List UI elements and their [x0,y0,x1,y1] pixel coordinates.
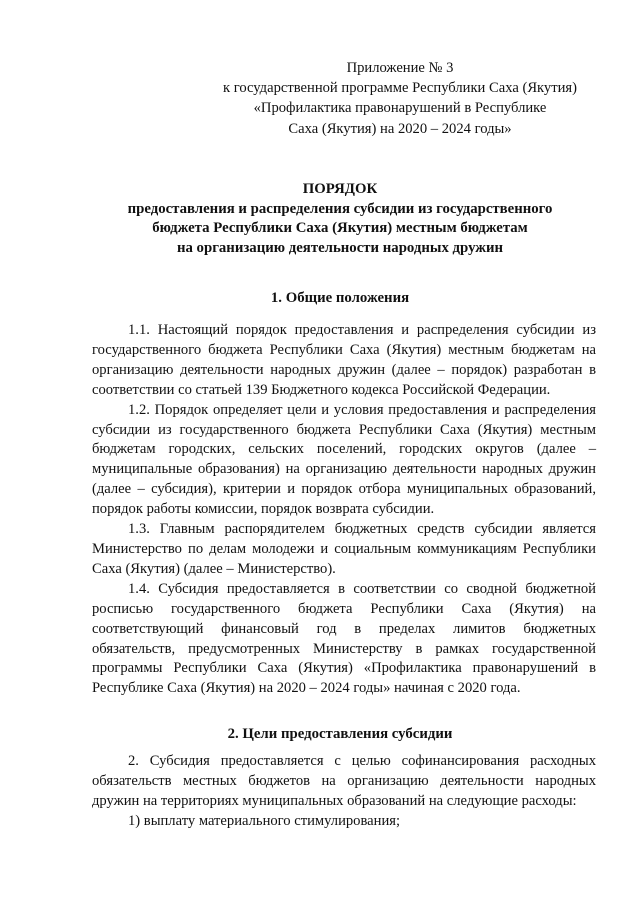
paragraph-2: 2. Субсидия предоставляется с целью софинансирования расходных обязательств местных бюджетов на организацию деятельности народных дружин на территориях муниципальных образований на следующие расходы: [92,753,596,809]
title-line: бюджета Республики Саха (Якутия) местным бюджетам [152,220,528,237]
annex-number: Приложение № 3 [346,60,454,76]
section-2-body [92,752,596,832]
annex-line: к государственной программе Республики Саха (Якутия) [223,80,577,97]
paragraph-1-1: 1.1. Настоящий порядок предоставления и распределения субсидии из государственного бюджета Республики Саха (Якутия) местным бюджетам на организацию деятельности народных дружин (далее – порядок) разработан в соответствии со статьей 139 Бюджетного кодекса Российской Федерации. [92,322,596,398]
paragraph-1-3: 1.3. Главным распорядителем бюджетных средств субсидии является Министерство по делам молодежи и социальным коммуникациям Республики Саха (Якутия) (далее – Министерство). [92,521,596,577]
annex-line: Саха (Якутия) на 2020 – 2024 годы» [288,120,512,137]
section-2-heading: 2. Цели предоставления субсидии [227,726,453,742]
annex-line: «Профилактика правонарушений в Республике [253,100,547,117]
annex-header [200,58,600,139]
paragraph-1-4: 1.4. Субсидия предоставляется в соответствии со сводной бюджетной росписью государственного бюджета Республики Саха (Якутия) на соответствующий финансовый год в пределах лимитов бюджетных обязательств, предусмотренных Министерству в рамках государственной программы Республики Саха (Якутия) «Профилактика правонарушений в Республике Саха (Якутия) на 2020 – 2024 годы» начиная с 2020 года. [92,580,596,697]
section-1-heading: 1. Общие положения [270,290,410,306]
paragraph-2-item-1: 1) выплату материального стимулирования; [128,812,401,829]
paragraph-1-2: 1.2. Порядок определяет цели и условия предоставления и распределения субсидии из государственного бюджета Республики Саха (Якутия) местным бюджетам городских, сельских поселений, городских округов (далее – муниципальные образования) на организацию деятельности народных дружин (далее – субсидия), критерии и порядок отбора муниципальных образований, порядок работы комиссии, порядок возврата субсидии. [92,401,596,518]
title-heading: ПОРЯДОК [302,181,378,197]
title-line: предоставления и распределения субсидии из государственного [127,200,553,217]
title-line: на организацию деятельности народных дружин [176,239,504,256]
section-1-body [92,321,596,699]
document-title [60,180,620,258]
